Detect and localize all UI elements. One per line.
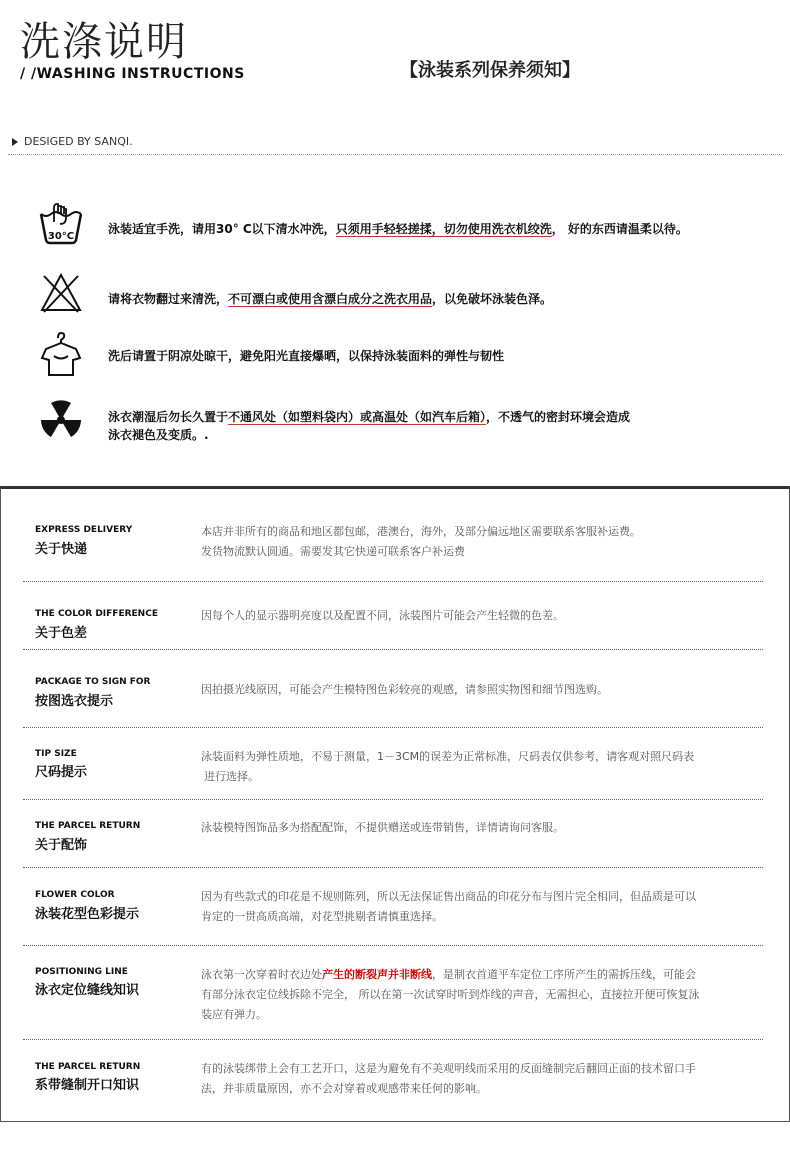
info-box: EXPRESS DELIVERY 关于快递 本店并非所有的商品和地区都包邮，港澳台，海外，及部分偏远地区需要联系客服补运费。 发货物流默认圆通。需要发其它快递可联系客户补运费 THE COLOR DIFFERENCE 关于色差 因每个人的显示器明亮度以及配置不同，泳装图片可能会产生轻微的色差。 PACKAGE TO SIGN FOR 按图选衣提示 因拍摄光线原因，可能会产生模特图色彩较亮的观感，请参照实物图和细节图选购。 TIP SIZE 尺码提示 泳装面料为弹性质地，不易于测量，1－3CM的误差为正常标准，尺码表仅供参考，请客观对照尺码表 进行选择。 THE PARCEL RETURN 关于配饰 泳装模特图饰品多为搭配配饰，不提供赠送或连带销售，详情请询问客服。 FLOWER COLOR 泳装花型色彩提示 因为有些款式的印花是不规则陈列，所以无法保证售出商品的印花分布与图片完全相同，但品质是可以 肯定的一贯高质高端，对花型挑剔者请慎重选择。 POSITIONING LINE 泳衣定位缝线知识 泳衣第一次穿着时衣边处产生的断裂声并非断线，是制衣首道平车定位工序所产生的需拆压线，可能会 有部分泳衣定位线拆除不完全， 所以在第一次试穿时听到炸线的声音，无需担心，直接拉开便可恢复泳 装应有弹力。 THE PARCEL RETURN 系带缝制开口知识 有的泳装绑带上会有工艺开口，这是为避免有不美观明线而采用的反面缝制完后翻回正面的技术留口手 法，并非质量原因，亦不会对穿着或观感带来任何的影响。 [0, 486, 790, 1122]
divider [23, 867, 763, 868]
do-not-bleach-icon [38, 270, 84, 316]
page-title-cn: 洗涤说明 [20, 19, 188, 65]
page-title-en: / /WASHING INSTRUCTIONS [20, 66, 245, 82]
care-notice-title: 【泳装系列保养须知】 [400, 60, 580, 81]
dry-in-shade-icon [38, 330, 84, 376]
divider [8, 154, 782, 155]
triangle-icon [12, 138, 18, 146]
divider [23, 799, 763, 800]
divider [23, 945, 763, 946]
hand-wash-30-icon [38, 200, 84, 246]
divider [23, 1039, 763, 1040]
designed-by: DESIGED BY SANQI. [12, 135, 133, 148]
svg-text:30°C: 30°C [47, 231, 75, 242]
divider [23, 581, 763, 582]
divider [23, 649, 763, 650]
divider [23, 727, 763, 728]
hazard-icon [38, 398, 84, 444]
